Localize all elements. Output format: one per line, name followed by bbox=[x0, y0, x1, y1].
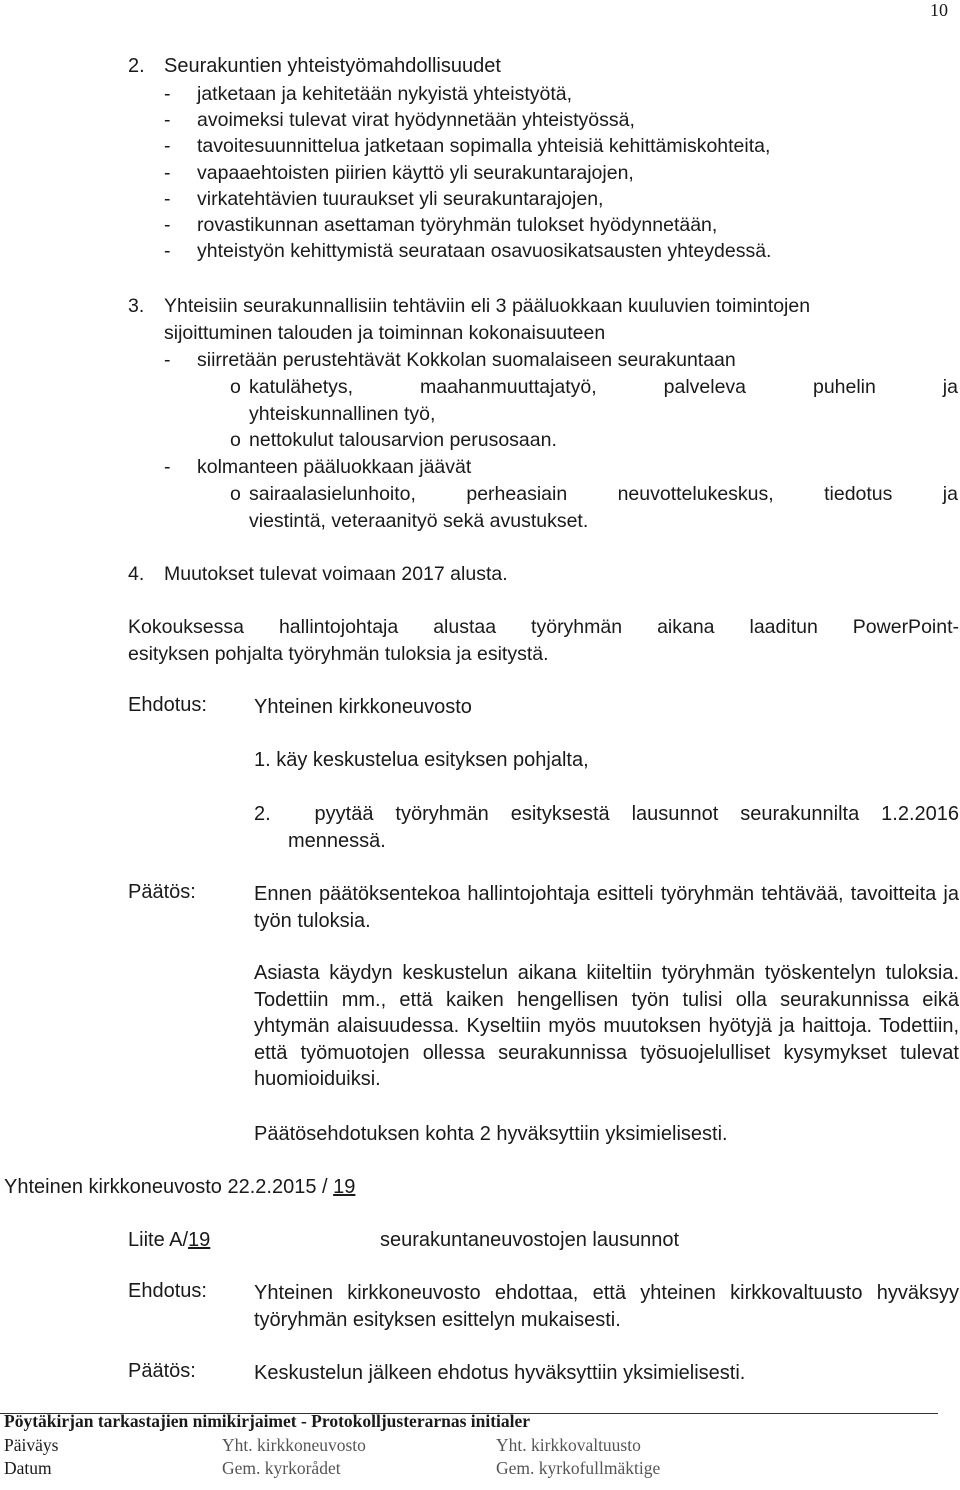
section-3-item-2: - kolmanteen pääluokkaan jäävät bbox=[164, 456, 472, 478]
footer-date-fi: Päiväys bbox=[4, 1435, 59, 1455]
ehdotus-label: Ehdotus: bbox=[128, 694, 207, 716]
section-3-subitem-2a: o sairaalasielunhoito, perheasiain neuvottelukeskus, tiedotus ja bbox=[230, 481, 959, 508]
section-4: 4. Muutokset tulevat voimaan 2017 alusta. bbox=[128, 563, 508, 585]
ehdotus-2-body: Yhteinen kirkkoneuvosto ehdottaa, että yhteinen kirkkovaltuusto hyväksyy työryhmän esityksen esittelyn mukaisesti. bbox=[254, 1282, 959, 1331]
list-item: - avoimeksi tulevat virat hyödynnetään yhteistyössä, bbox=[164, 109, 635, 132]
paatos-para-3: Päätösehdotuksen kohta 2 hyväksyttiin yksimielisesti. bbox=[254, 1123, 728, 1145]
footer-kirkkoneuvosto-fi: Yht. kirkkoneuvosto bbox=[222, 1435, 366, 1455]
section-3-subitem-2a-cont: viestintä, veteraanityö sekä avustukset. bbox=[249, 510, 589, 532]
section-2-heading bbox=[128, 55, 501, 78]
section-3-heading: 3. Yhteisiin seurakunnallisiin tehtäviin eli 3 pääluokkaan kuuluvien toimintojen bbox=[128, 293, 958, 320]
section-2-list bbox=[164, 81, 954, 264]
ehdotus-body: Yhteinen kirkkoneuvosto bbox=[254, 696, 472, 718]
ehdotus-point-2: 2. pyytää työryhmän esityksestä lausunnot seurakunnilta 1.2.2016 mennessä. bbox=[254, 803, 959, 852]
section-3-subitem-1b: o nettokulut talousarvion perusosaan. bbox=[230, 427, 557, 454]
footer-kirkkovaltuusto-fi: Yht. kirkkovaltuusto bbox=[496, 1435, 641, 1455]
paatos-2-label: Päätös: bbox=[128, 1360, 196, 1382]
footer-kirkkoneuvosto-sv: Gem. kyrkorådet bbox=[222, 1458, 341, 1478]
bullet-circle-icon: o bbox=[230, 483, 241, 505]
bullet-circle-icon: o bbox=[230, 429, 241, 451]
list-item: - virkatehtävien tuuraukset yli seurakuntarajojen, bbox=[164, 187, 604, 210]
section-3-subitem-1a-cont: yhteiskunnallinen työ, bbox=[249, 403, 436, 425]
ehdotus-point-1: 1. käy keskustelua esityksen pohjalta, bbox=[254, 749, 589, 771]
paatos-para-1: Ennen päätöksentekoa hallintojohtaja esitteli työryhmän tehtävää, tavoitteita ja työn tuloksia. bbox=[254, 883, 959, 932]
section-3-item-1: - siirretään perustehtävät Kokkolan suomalaiseen seurakuntaan bbox=[164, 349, 736, 371]
footer-heading: Pöytäkirjan tarkastajien nimikirjaimet - Protokolljusterarnas initialer bbox=[4, 1411, 531, 1431]
liite-label: Liite A/19 bbox=[128, 1229, 211, 1251]
paatos-2-body: Keskustelun jälkeen ehdotus hyväksyttiin yksimielisesti. bbox=[254, 1362, 746, 1384]
list-item: - yhteistyön kehittymistä seurataan osavuosikatsausten yhteydessä. bbox=[164, 240, 772, 263]
section-3-number: 3. bbox=[128, 295, 145, 317]
section-2-title: Seurakuntien yhteistyömahdollisuudet bbox=[164, 55, 501, 77]
list-item: - tavoitesuunnittelua jatketaan sopimalla yhteisiä kehittämiskohteita, bbox=[164, 135, 771, 158]
footer-date-sv: Datum bbox=[4, 1458, 52, 1478]
page-number: 10 bbox=[930, 0, 948, 20]
bullet-circle-icon: o bbox=[230, 376, 241, 398]
section-3-heading-line2: sijoittuminen talouden ja toiminnan kokonaisuuteen bbox=[164, 322, 606, 344]
section-2-number: 2. bbox=[128, 55, 145, 77]
intro-paragraph: Kokouksessa hallintojohtaja alustaa työryhmän aikana laaditun PowerPoint- esityksen pohjalta työryhmän tuloksia ja esitystä. bbox=[128, 616, 959, 665]
paatos-para-2: Asiasta käydyn keskustelun aikana kiiteltiin työryhmän työskentelyn tuloksia. Todettiin mm., että kaiken hengellisen työn tulisi olla seurakunnissa eikä yhtymän alaisuudessa. Kyseltiin myös muutoksen hyötyjä ja haittoja. Todettiin, että työmuotojen ollessa seurakunnissa työsuojelulliset kysymykset tulevat huomioiduiksi. bbox=[254, 962, 959, 1090]
section-3-subitem-1a: o katulähetys, maahanmuuttajatyö, palveleva puhelin ja bbox=[230, 374, 959, 401]
footer-kirkkovaltuusto-sv: Gem. kyrkofullmäktige bbox=[496, 1458, 661, 1478]
ehdotus-2-label: Ehdotus: bbox=[128, 1280, 207, 1302]
meeting-reference: Yhteinen kirkkoneuvosto 22.2.2015 / 19 bbox=[4, 1176, 356, 1198]
liite-text: seurakuntaneuvostojen lausunnot bbox=[380, 1229, 680, 1251]
list-item: - vapaaehtoisten piirien käyttö yli seurakuntarajojen, bbox=[164, 161, 634, 184]
list-item: - rovastikunnan asettaman työryhmän tulokset hyödynnetään, bbox=[164, 214, 718, 237]
paatos-label: Päätös: bbox=[128, 881, 196, 903]
list-item: - jatketaan ja kehitetään nykyistä yhteistyötä, bbox=[164, 83, 573, 105]
